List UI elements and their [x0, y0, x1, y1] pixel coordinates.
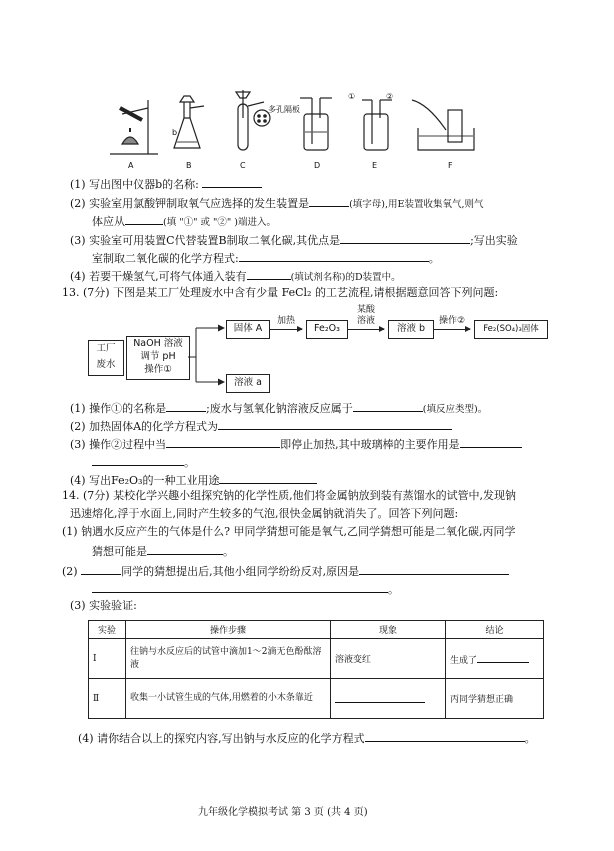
port-2-label: ②	[386, 92, 394, 101]
q13-part3-line2	[92, 454, 195, 470]
q14-part2-line2	[92, 581, 399, 597]
q14-part3-label: (3) 实验验证:	[70, 599, 137, 612]
flow-product: Fe₂(SO₄)₃固体	[474, 320, 548, 339]
q14-heading-line2: 迅速熔化,浮于水面上,同时产生较多的气泡,很快金属钠就消失了。回答下列问题:	[70, 507, 459, 520]
flow-solid-a: 固体 A	[226, 320, 270, 339]
q14-p4b-text: 。	[524, 732, 536, 745]
flow-arrow-heat	[270, 329, 302, 330]
port-1-label: ①	[348, 92, 356, 101]
answer-blank[interactable]	[219, 472, 317, 484]
answer-blank[interactable]	[239, 250, 429, 262]
q14-p2c-text: 。	[388, 583, 399, 596]
answer-blank[interactable]	[335, 691, 425, 703]
q13-p1a-text: (1) 操作①的名称是	[70, 402, 167, 415]
apparatus-label-a: A	[128, 161, 134, 170]
q14-part1-line2	[92, 543, 234, 559]
q13-part1	[70, 400, 487, 417]
table-header: 结论	[446, 621, 544, 639]
q14-p1c-text: 。	[223, 545, 234, 558]
table-header-row	[89, 621, 544, 639]
q12-part2-line2	[92, 213, 276, 230]
q12-p2c-text: 体应从	[92, 215, 125, 228]
experiment-table	[88, 620, 544, 719]
q12-part3-line2	[92, 250, 440, 266]
answer-blank[interactable]	[309, 195, 349, 207]
porous-plate-label: 多孔隔板	[268, 105, 300, 114]
q12-p4b-text: (填试剂名称)的D装置中。	[290, 272, 401, 283]
table-cell: 溶液变红	[331, 639, 446, 679]
q14-p2b-text: 同学的猜想提出后,其他小组同学纷纷反对,原因是	[121, 565, 360, 578]
q12-p3c-text: 室制取二氧化碳的化学方程式:	[92, 252, 239, 265]
answer-blank[interactable]	[218, 418, 452, 430]
q14-part4	[78, 730, 536, 746]
q12-part3-line1	[70, 232, 518, 248]
table-header: 操作步骤	[126, 621, 331, 639]
q14-p1b-text: 猜想可能是	[92, 545, 147, 558]
q12-part4	[70, 268, 401, 285]
answer-blank[interactable]	[166, 436, 280, 448]
answer-blank[interactable]	[247, 268, 291, 280]
q13-p3a-text: (3) 操作②过程中当	[70, 438, 167, 451]
table-header: 实验	[89, 621, 126, 639]
answer-blank[interactable]	[460, 436, 522, 448]
table-row	[89, 679, 544, 719]
q12-part1	[70, 176, 262, 192]
q13-p1c-text: (填反应类型)。	[422, 404, 488, 415]
answer-blank[interactable]	[365, 730, 525, 742]
answer-blank[interactable]	[166, 400, 206, 412]
q14-part2-line1	[62, 563, 509, 579]
flow-connectors	[188, 320, 228, 390]
table-cell	[446, 639, 544, 679]
q13-p4-text: (4) 写出Fe₂O₃的一种工业用途	[70, 474, 220, 487]
apparatus-label-c: C	[240, 161, 246, 170]
q14-p2a-text: (2)	[62, 565, 78, 578]
flow-solution-a: 溶液 a	[226, 374, 270, 393]
q13-part3-line1	[70, 436, 522, 452]
q12-p1-text: (1) 写出图中仪器b的名称:	[70, 178, 199, 191]
answer-blank[interactable]	[147, 543, 223, 555]
answer-blank[interactable]	[340, 232, 470, 244]
apparatus-label-f: F	[448, 161, 453, 170]
apparatus-label-b: B	[186, 161, 192, 170]
flow-solution-b: 溶液 b	[388, 320, 434, 339]
table-row	[89, 639, 544, 679]
q12-p3a-text: (3) 实验室可用装置C代替装置B制取二氧化碳,其优点是	[70, 234, 341, 247]
flow-arrow-op2	[434, 329, 470, 330]
q13-p3b-text: 即停止加热,其中玻璃棒的主要作用是	[280, 438, 460, 451]
q12-p4a-text: (4) 若要干燥氢气,可将气体通入装有	[70, 270, 247, 283]
instrument-b-mark: b	[172, 128, 178, 137]
q13-p2-text: (2) 加热固体A的化学方程式为	[70, 420, 219, 433]
q12-p3b-text: ;写出实验	[470, 234, 518, 247]
flow-heat-label: 加热	[276, 316, 295, 326]
q12-p2a-text: (2) 实验室用氯酸钾制取氧气应选择的发生装置是	[70, 197, 310, 210]
q13-heading: 13. (7分) 下图是某工厂处理废水中含有少量 FeCl₂ 的工艺流程,请根据题意回答下列问题:	[62, 286, 499, 299]
page-footer: 九年级化学模拟考试 第 3 页 (共 4 页)	[198, 807, 368, 818]
q12-p2d-text: (填 "①" 或 "②" )端进入。	[163, 217, 276, 228]
table-header: 现象	[331, 621, 446, 639]
q12-part2-line1	[70, 195, 483, 212]
flow-acid-label: 某酸 溶液	[356, 305, 375, 326]
q12-p3d-text: 。	[428, 252, 440, 265]
table-cell: 丙同学猜想正确	[446, 679, 544, 719]
apparatus-figure	[100, 88, 500, 160]
flow-factory-wastewater: 工厂 废水	[88, 340, 124, 376]
answer-blank[interactable]	[81, 563, 121, 575]
answer-blank[interactable]	[125, 213, 163, 225]
table-cell: 往钠与水反应后的试管中滴加1～2滴无色酚酞溶液	[126, 639, 331, 679]
q14-part1-line1: (1) 钠遇水反应产生的气体是什么? 甲同学猜想可能是氧气,乙同学猜想可能是二氧化碳,丙同学	[62, 525, 516, 538]
table-cell: Ⅰ	[89, 639, 126, 679]
q13-p1b-text: ;废水与氢氧化钠溶液反应属于	[206, 402, 353, 415]
flow-op2-label: 操作②	[438, 316, 466, 326]
flow-arrow-acid	[348, 329, 384, 330]
flow-fe2o3: Fe₂O₃	[306, 320, 348, 339]
q14-heading-line1: 14. (7分) 某校化学兴趣小组探究钠的化学性质,他们将金属钠放到装有蒸馏水的试管中,发现钠	[62, 489, 517, 502]
q12-p2b-text: (填字母),用E装置收集氧气,则气	[349, 199, 484, 210]
answer-blank[interactable]	[353, 400, 423, 412]
answer-blank[interactable]	[477, 651, 529, 663]
answer-blank[interactable]	[92, 581, 388, 593]
table-cell: Ⅱ	[89, 679, 126, 719]
conclusion-text: 生成了	[450, 656, 478, 666]
q13-part2	[70, 418, 452, 434]
table-cell	[331, 679, 446, 719]
apparatus-label-e: E	[372, 161, 378, 170]
answer-blank[interactable]	[359, 563, 509, 575]
q14-p4a-text: (4) 请你结合以上的探究内容,写出钠与水反应的化学方程式	[78, 732, 365, 745]
answer-blank[interactable]	[202, 176, 262, 188]
apparatus-label-d: D	[314, 161, 321, 170]
table-cell: 收集一小试管生成的气体,用燃着的小木条靠近	[126, 679, 331, 719]
q13-p3c-text: 。	[184, 456, 195, 469]
q13-part4	[70, 472, 317, 488]
flow-naoh-step: NaOH 溶液 调节 pH 操作①	[126, 336, 190, 380]
answer-blank[interactable]	[92, 454, 184, 466]
